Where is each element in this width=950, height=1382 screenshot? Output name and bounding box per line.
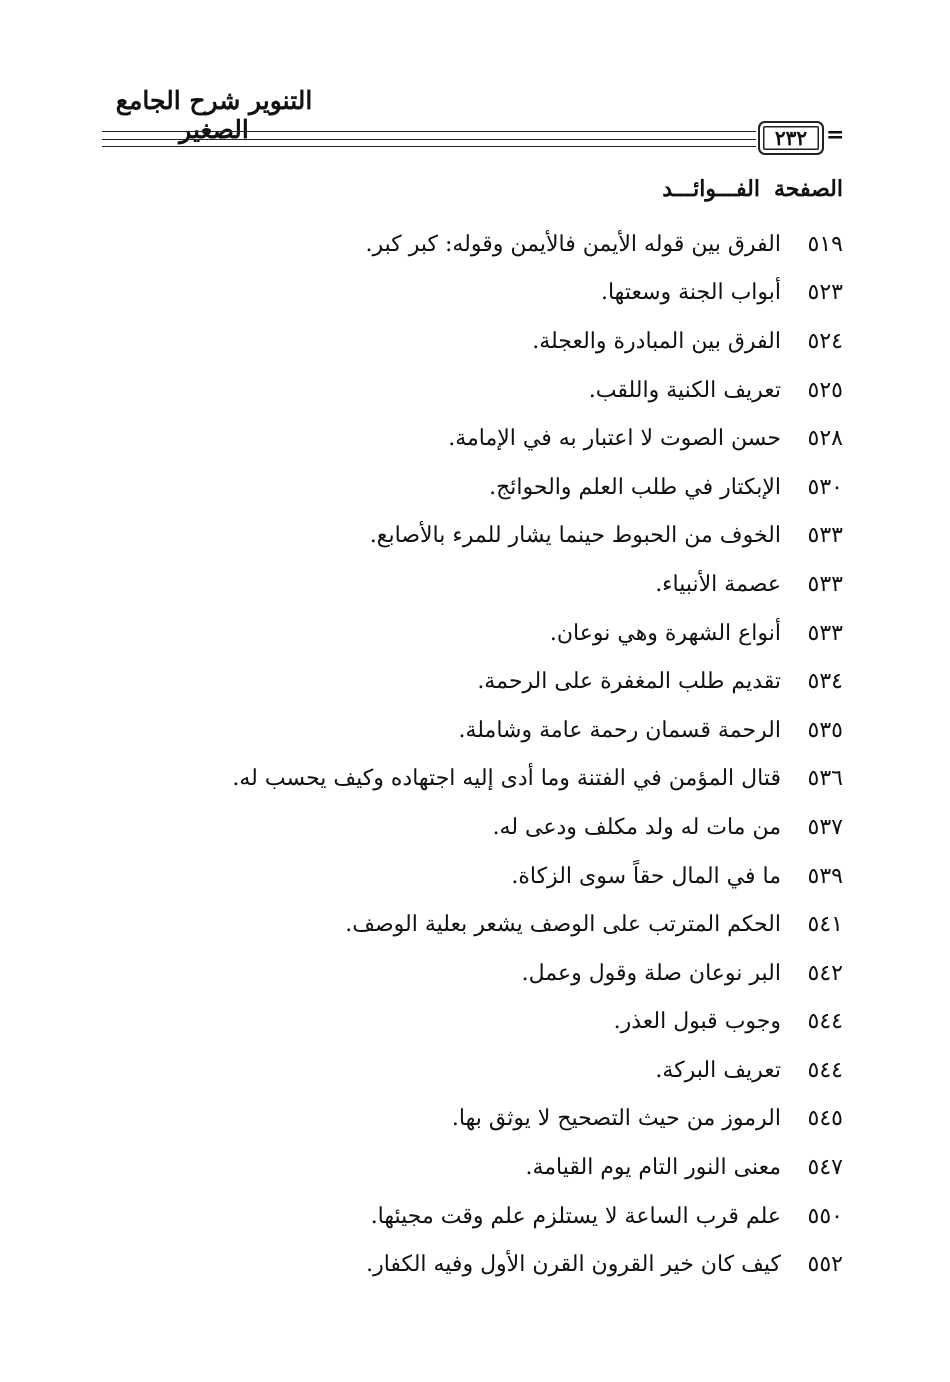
badge-ornament: = [826,122,845,148]
list-item [143,1192,843,1241]
entry-topic: الحكم المترتب على الوصف يشعر بعلية الوصف. [345,912,781,938]
entry-topic: وجوب قبول العذر. [613,1009,781,1035]
entry-page-number: ٥٢٨ [807,426,843,452]
list-item [143,414,843,463]
column-header-topic: الفـــوائـــد [662,176,760,202]
list-item [143,317,843,366]
entry-topic: البر نوعان صلة وقول وعمل. [521,960,781,986]
list-item [143,755,843,804]
entry-page-number: ٥٤١ [807,912,843,938]
entry-page-number: ٥١٩ [807,231,843,257]
entry-page-number: ٥٣٠ [807,474,843,500]
page-number-badge [758,121,824,155]
entry-topic: ما في المال حقاً سوى الزكاة. [511,863,781,889]
entry-topic: الرحمة قسمان رحمة عامة وشاملة. [458,717,781,743]
entry-page-number: ٥٣٩ [807,863,843,889]
entry-page-number: ٥٣٦ [807,766,843,792]
list-item [143,852,843,901]
list-item [143,220,843,269]
entry-topic: عصمة الأنبياء. [655,571,781,597]
entry-topic: معنى النور التام يوم القيامة. [525,1155,781,1181]
book-title: التنوير شرح الجامع الصغير [115,86,313,144]
list-item [143,900,843,949]
entry-page-number: ٥٤٥ [807,1106,843,1132]
list-item [143,1095,843,1144]
list-item [143,269,843,318]
entry-topic: أبواب الجنة وسعتها. [600,280,781,306]
entry-page-number: ٥٥٢ [807,1252,843,1278]
entry-page-number: ٥٤٧ [807,1155,843,1181]
entry-topic: الخوف من الحبوط حينما يشار للمرء بالأصابع. [369,523,781,549]
entry-topic: من مات له ولد مكلف ودعى له. [492,814,781,840]
entry-page-number: ٥٣٤ [807,669,843,695]
entry-page-number: ٥٤٤ [807,1057,843,1083]
entry-page-number: ٥٥٠ [807,1203,843,1229]
list-item [143,998,843,1047]
list-item [143,609,843,658]
header-rule-bottom [102,146,756,147]
entry-topic: تعريف البركة. [655,1057,781,1083]
entry-topic: قتال المؤمن في الفتنة وما أدى إليه اجتهاده وكيف يحسب له. [232,766,781,792]
list-item [143,803,843,852]
entry-page-number: ٥٤٢ [807,960,843,986]
list-item [143,512,843,561]
entry-page-number: ٥٣٣ [807,571,843,597]
entry-page-number: ٥٣٥ [807,717,843,743]
list-item [143,366,843,415]
entry-page-number: ٥٢٤ [807,328,843,354]
entry-topic: الفرق بين المبادرة والعجلة. [532,328,781,354]
page-number: ٢٣٢ [774,126,808,150]
entry-topic: حسن الصوت لا اعتبار به في الإمامة. [448,426,781,452]
entry-topic: الرموز من حيث التصحيح لا يوثق بها. [451,1106,781,1132]
entry-page-number: ٥٢٥ [807,377,843,403]
entry-topic: أنواع الشهرة وهي نوعان. [549,620,781,646]
list-item [143,706,843,755]
entry-page-number: ٥٤٤ [807,1009,843,1035]
column-headers [560,176,843,202]
entry-page-number: ٥٣٧ [807,814,843,840]
entry-topic: تقديم طلب المغفرة على الرحمة. [477,669,781,695]
entry-topic: تعريف الكنية واللقب. [588,377,781,403]
header-rule-top [102,131,756,132]
entry-topic: الفرق بين قوله الأيمن فالأيمن وقوله: كبر كبر. [365,231,781,257]
column-header-page: الصفحة [773,176,843,202]
entry-topic: علم قرب الساعة لا يستلزم علم وقت مجيئها. [370,1203,781,1229]
entry-page-number: ٥٣٣ [807,620,843,646]
list-item [143,1143,843,1192]
list-item [143,657,843,706]
list-item [143,560,843,609]
entry-topic: الإبكتار في طلب العلم والحوائج. [489,474,781,500]
header-rule-middle [102,139,756,140]
entry-page-number: ٥٢٣ [807,280,843,306]
entry-page-number: ٥٣٣ [807,523,843,549]
list-item [143,1046,843,1095]
list-item [143,949,843,998]
list-item [143,1240,843,1289]
index-list [143,220,843,1289]
list-item [143,463,843,512]
entry-topic: كيف كان خير القرون القرن الأول وفيه الكفار. [366,1252,781,1278]
